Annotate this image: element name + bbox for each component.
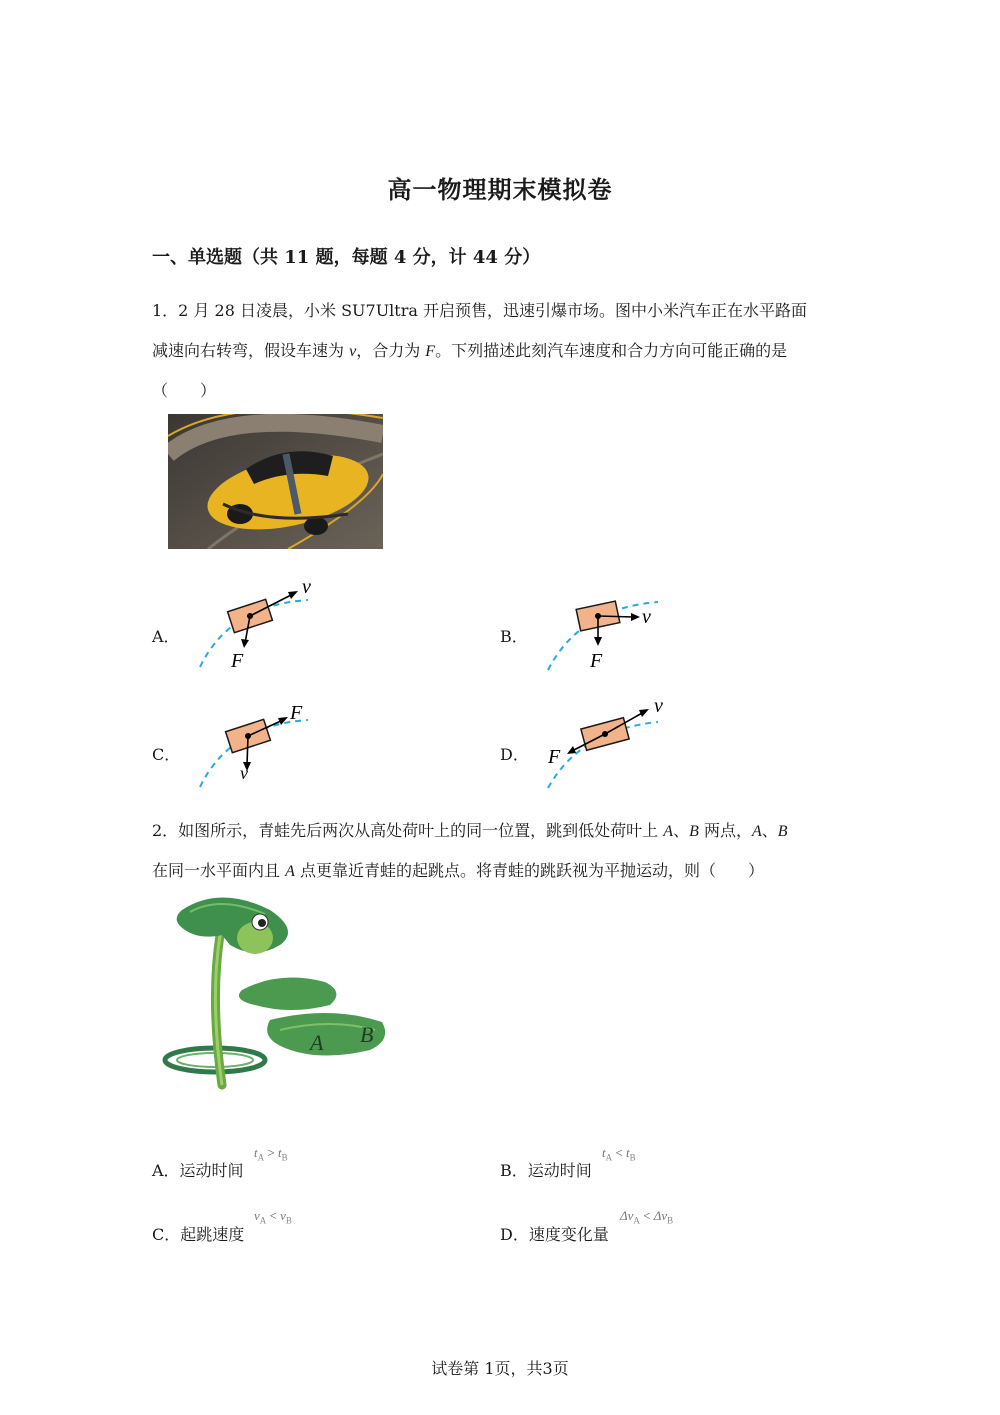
label-F: F — [290, 702, 303, 724]
q2-option-d-math: $\Delta v_A < \Delta v_B$ — [620, 1208, 674, 1226]
point-b-label: B — [360, 1022, 374, 1047]
label-v: v — [654, 695, 663, 717]
middle-leaf — [239, 978, 336, 1011]
label-F: F — [231, 650, 244, 672]
q2-option-d-label: D．速度变化量 — [500, 1225, 609, 1244]
q1-option-c-diagram — [190, 695, 330, 795]
frog-lotus-figure — [160, 890, 390, 1095]
q1-line1: 1．2 月 28 日凌晨，小米 SU7Ultra 开启预售，迅速引爆市场。图中小米汽车正在水平路面 — [152, 301, 807, 320]
q1-option-d-label: D． — [500, 745, 529, 764]
q2-line1: 2．如图所示，青蛙先后两次从高处荷叶上的同一位置，跳到低处荷叶上 A、B 两点，A、B — [152, 821, 788, 840]
page-title: 高一物理期末模拟卷 — [387, 175, 613, 204]
point-a-label: A — [310, 1030, 324, 1055]
q1-option-a-diagram — [190, 575, 330, 675]
q2-option-b-math: $t_A < t_B$ — [602, 1145, 636, 1163]
q1-answer-bracket: （ ） — [152, 381, 217, 400]
q1-line2: 减速向右转弯，假设车速为 v，合力为 F。下列描述此刻汽车速度和合力方向可能正确的是 — [152, 341, 788, 360]
q1-option-b-label: B． — [500, 627, 528, 646]
page-footer: 试卷第 1页，共3页 — [431, 1359, 569, 1378]
q1-option-d-diagram — [540, 690, 680, 795]
label-F: F — [548, 746, 561, 768]
q2-option-a-math: $t_A > t_B$ — [254, 1145, 288, 1163]
q1-option-b-diagram — [540, 590, 680, 680]
q1-option-a-label: A． — [152, 627, 180, 646]
section-heading: 一、单选题（共 11 题，每题 4 分，计 44 分） — [152, 247, 541, 268]
q2-option-c-label: C．起跳速度 — [152, 1225, 245, 1244]
car-photo — [168, 414, 383, 549]
q1-option-c-label: C． — [152, 745, 181, 764]
label-v: v — [240, 763, 248, 783]
q2-option-c-math: $v_A < v_B$ — [254, 1208, 292, 1226]
q2-line2: 在同一水平面内且 A 点更靠近青蛙的起跳点。将青蛙的跳跃视为平抛运动，则（ ） — [152, 861, 764, 880]
q2-option-b-label: B．运动时间 — [500, 1161, 592, 1180]
q2-option-a-label: A．运动时间 — [152, 1161, 244, 1180]
label-F: F — [590, 650, 603, 672]
label-v: v — [302, 576, 311, 598]
label-v: v — [642, 606, 651, 628]
